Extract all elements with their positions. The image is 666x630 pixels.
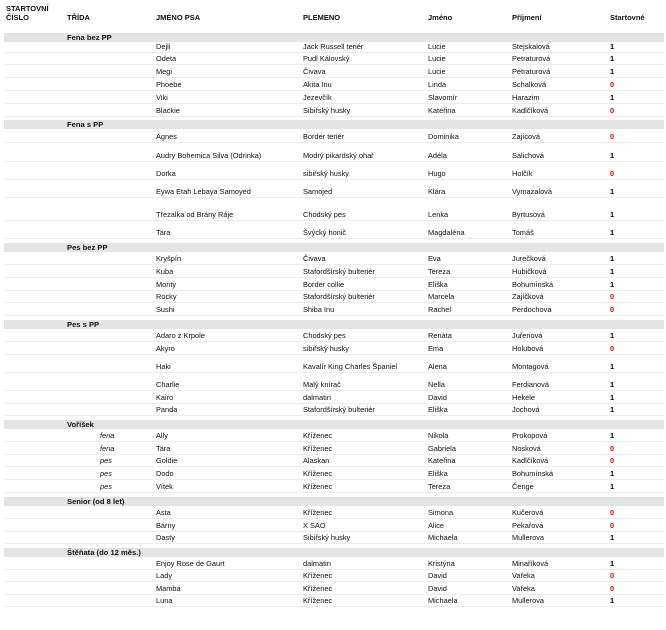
last-name-cell: Jurečková [512,254,546,263]
start-fee-cell: 1 [610,67,615,76]
first-name-cell: Michaela [428,533,458,542]
row-divider [4,290,664,291]
last-name-cell: Hekele [512,393,536,402]
dog-name-cell: Dodo [156,469,174,478]
last-name-cell: Pekařová [512,521,544,530]
category-row [4,548,664,557]
start-fee-cell: 1 [610,254,615,263]
dog-name-cell: Sushi [156,305,175,314]
category-row [4,320,664,329]
last-name-cell: Nosková [512,444,541,453]
category-row [4,120,664,129]
last-name-cell: Salichová [512,151,545,160]
breed-cell: Jack Russell teriér [303,42,364,51]
last-name-cell: Bohumínská [512,280,554,289]
table-row [4,67,664,76]
row-divider [4,77,664,78]
dog-name-cell: Vítek [156,482,173,491]
first-name-cell: Gabriela [428,444,456,453]
table-row [4,280,664,289]
dog-name-cell: Rocky [156,292,177,301]
first-name-cell: Simona [428,508,454,517]
dog-name-cell: Odeta [156,54,177,63]
breed-cell: Kříženec [303,584,333,593]
breed-cell: Kříženec [303,431,333,440]
start-fee-cell: 1 [610,151,615,160]
start-fee-cell: 0 [610,305,615,314]
table-row [4,331,664,340]
table-row [4,405,664,414]
last-name-cell: Juřenová [512,331,543,340]
first-name-cell: Slavomír [428,93,458,102]
first-name-cell: Nikola [428,431,449,440]
table-row [4,267,664,276]
table-row [4,305,664,314]
category-row [4,497,664,506]
breed-cell: Stafordšírský bulteriér [303,267,375,276]
first-name-cell: David [428,393,447,402]
last-name-cell: Byrtusová [512,210,545,219]
start-fee-cell: 1 [610,267,615,276]
first-name-cell: Eliška [428,280,448,289]
first-name-cell: Rachel [428,305,452,314]
first-name-cell: Adéla [428,151,447,160]
row-divider [4,315,664,316]
header-class: TŘÍDA [67,13,90,22]
class-sub-cell: fena [100,444,115,453]
first-name-cell: Tereza [428,267,451,276]
breed-cell: Čivava [303,254,326,263]
header-last-name: Příjmení [512,13,542,22]
row-divider [4,606,664,607]
start-fee-cell: 1 [610,533,615,542]
header-dog-name: JMÉNO PSA [156,13,201,22]
breed-cell: Border teriér [303,132,345,141]
first-name-cell: Hugo [428,169,446,178]
dog-name-cell: Adaro z Krpole [156,331,205,340]
start-fee-cell: 1 [610,362,615,371]
last-name-cell: Tomáš [512,228,534,237]
start-fee-cell: 1 [610,469,615,478]
dog-name-cell: Třezalka od Brány Ráje [156,210,234,219]
row-divider [4,179,664,180]
last-name-cell: Prokopová [512,431,548,440]
dog-name-cell: Asta [156,508,171,517]
row-divider [4,518,664,519]
breed-cell: Kříženec [303,469,333,478]
header-started: Startovné [610,13,645,22]
table-row [4,380,664,389]
first-name-cell: Lucie [428,54,446,63]
table-row [4,431,664,440]
row-divider [4,220,664,221]
first-name-cell: Tereza [428,482,451,491]
category-row [4,420,664,429]
start-fee-cell: 1 [610,210,615,219]
table-row [4,344,664,353]
start-fee-cell: 1 [610,380,615,389]
first-name-cell: Eva [428,254,441,263]
start-fee-cell: 0 [610,521,615,530]
row-divider [4,64,664,65]
breed-cell: Kavalír King Charles Španiel [303,362,398,371]
start-fee-cell: 0 [610,80,615,89]
breed-cell: Stafordšírský bulteriér [303,405,375,414]
start-fee-cell: 1 [610,405,615,414]
dog-name-cell: Viki [156,93,168,102]
last-name-cell: Vymazalová [512,187,552,196]
last-name-cell: Jochová [512,405,540,414]
dog-name-cell: Akyro [156,344,175,353]
category-title: Fena s PP [67,120,104,129]
start-fee-cell: 1 [610,42,615,51]
dog-name-cell: Tara [156,444,171,453]
table-row [4,444,664,453]
first-name-cell: David [428,584,447,593]
start-fee-cell: 1 [610,280,615,289]
start-fee-cell: 0 [610,292,615,301]
first-name-cell: Alice [428,521,445,530]
first-name-cell: Nella [428,380,445,389]
dog-name-cell: Agnes [156,132,177,141]
dog-name-cell: Kairo [156,393,174,402]
first-name-cell: Lenka [428,210,449,219]
table-row [4,151,664,160]
row-divider [4,441,664,442]
start-fee-cell: 1 [610,559,615,568]
first-name-cell: Michaela [428,596,458,605]
breed-cell: X SAO [303,521,326,530]
first-name-cell: Marcela [428,292,455,301]
last-name-cell: Holubová [512,344,544,353]
start-fee-cell: 0 [610,344,615,353]
row-divider [4,103,664,104]
breed-cell: Modrý pikardský ohař [303,151,374,160]
last-name-cell: Zajíčková [512,292,544,301]
row-divider [4,543,664,544]
last-name-cell: Schalková [512,80,547,89]
dog-name-cell: Monty [156,280,177,289]
category-title: Pes bez PP [67,243,108,252]
breed-cell: Samojed [303,187,333,196]
first-name-cell: Eliška [428,405,448,414]
start-fee-cell: 1 [610,482,615,491]
table-row [4,106,664,115]
breed-cell: dalmatin [303,559,331,568]
header-start-number: STARTOVNÍ ČÍSLO [6,4,49,22]
row-divider [4,466,664,467]
dog-name-cell: Enjoy Rose de Gaurt [156,559,225,568]
last-name-cell: Zajícová [512,132,540,141]
table-row [4,169,664,178]
dog-name-cell: Phoebe [156,80,182,89]
last-name-cell: Bohumínská [512,469,554,478]
table-row [4,187,664,196]
table-row [4,42,664,51]
table-row [4,469,664,478]
last-name-cell: Vařeka [512,584,535,593]
breed-cell: Alaskan [303,456,330,465]
last-name-cell: Harazim [512,93,540,102]
row-divider [4,581,664,582]
start-fee-cell: 1 [610,431,615,440]
class-sub-cell: pes [100,482,112,491]
row-divider [4,492,664,493]
start-fee-cell: 1 [610,228,615,237]
row-divider [4,354,664,355]
breed-cell: Chodský pes [303,331,346,340]
breed-cell: Malý knírač [303,380,341,389]
breed-cell: Jezevčík [303,93,332,102]
table-row [4,559,664,568]
dog-name-cell: Mamba [156,584,181,593]
last-name-cell: Minaříková [512,559,549,568]
table-row [4,80,664,89]
last-name-cell: Ferdianová [512,380,549,389]
row-divider [4,341,664,342]
last-name-cell: Kučerová [512,508,544,517]
last-name-cell: Mullerova [512,596,545,605]
table-row [4,228,664,237]
header-breed: PLEMENO [303,13,341,22]
dog-name-cell: Eywa Etah Lebaya Samoyed [156,187,251,196]
start-fee-cell: 1 [610,187,615,196]
row-divider [4,372,664,373]
first-name-cell: Lucie [428,42,446,51]
last-name-cell: Hubičková [512,267,547,276]
table-row [4,54,664,63]
last-name-cell: Holčík [512,169,533,178]
row-divider [4,116,664,117]
breed-cell: Švýcký honič [303,228,347,237]
first-name-cell: Kristýna [428,559,455,568]
category-row [4,33,664,42]
start-fee-cell: 1 [610,596,615,605]
dog-name-cell: Blackie [156,106,180,115]
breed-cell: Chodský pes [303,210,346,219]
breed-cell: Čivava [303,67,326,76]
breed-cell: Shiba Inu [303,305,335,314]
breed-cell: Kříženec [303,444,333,453]
breed-cell: Pudl Kálovský [303,54,350,63]
start-fee-cell: 1 [610,93,615,102]
breed-cell: Kříženec [303,482,333,491]
first-name-cell: Klára [428,187,446,196]
class-sub-cell: pes [100,469,112,478]
last-name-cell: Kadlčíková [512,456,549,465]
row-divider [4,52,664,53]
table-row [4,508,664,517]
first-name-cell: Linda [428,80,447,89]
dog-name-cell: Ally [156,431,168,440]
start-fee-cell: 1 [610,331,615,340]
last-name-cell: Perdochova [512,305,552,314]
table-row [4,571,664,580]
start-fee-cell: 1 [610,393,615,402]
table-row [4,521,664,530]
start-fee-cell: 0 [610,169,615,178]
last-name-cell: Petraturová [512,67,551,76]
last-name-cell: Stejskalová [512,42,550,51]
dog-name-cell: Megi [156,67,173,76]
table-row [4,93,664,102]
category-title: Štěňata (do 12 měs.) [67,548,141,557]
class-sub-cell: fena [100,431,115,440]
first-name-cell: Kateřina [428,456,456,465]
table-header [0,0,666,34]
first-name-cell: David [428,571,447,580]
first-name-cell: Renáta [428,331,452,340]
dog-name-cell: Luna [156,596,173,605]
table-row [4,362,664,371]
row-divider [4,403,664,404]
first-name-cell: Alena [428,362,447,371]
row-divider [4,277,664,278]
breed-cell: Kříženec [303,508,333,517]
last-name-cell: Vařeka [512,571,535,580]
row-divider [4,161,664,162]
breed-cell: Stafordšírský bulteriér [303,292,375,301]
start-fee-cell: 0 [610,444,615,453]
row-divider [4,594,664,595]
last-name-cell: Čenge [512,482,534,491]
start-fee-cell: 0 [610,106,615,115]
dog-name-cell: Kryšpín [156,254,182,263]
dog-name-cell: Charlie [156,380,180,389]
row-divider [4,264,664,265]
dog-name-cell: Kuba [156,267,174,276]
table-row [4,393,664,402]
table-row [4,210,664,219]
table-row [4,456,664,465]
dog-name-cell: Dejli [156,42,171,51]
breed-cell: Akita Inu [303,80,332,89]
dog-name-cell: Dorka [156,169,176,178]
last-name-cell: Kadlčíková [512,106,549,115]
table-row [4,482,664,491]
last-name-cell: Petraturová [512,54,551,63]
dog-name-cell: Haki [156,362,171,371]
breed-cell: dalmatin [303,393,331,402]
last-name-cell: Mullerova [512,533,545,542]
dog-name-cell: Goldie [156,456,178,465]
start-fee-cell: 1 [610,54,615,63]
dog-name-cell: Lady [156,571,173,580]
dog-name-cell: Panda [156,405,178,414]
first-name-cell: Lucie [428,67,446,76]
class-sub-cell: pes [100,456,112,465]
breed-cell: sibiřský husky [303,169,349,178]
table-row [4,533,664,542]
header-first-name: Jméno [428,13,453,22]
row-divider [4,454,664,455]
category-title: Senior (od 8 let) [67,497,125,506]
category-row [4,243,664,252]
breed-cell: Kříženec [303,596,333,605]
row-divider [4,197,664,198]
row-divider [4,302,664,303]
category-title: Voříšek [67,420,94,429]
row-divider [4,569,664,570]
table-row [4,584,664,593]
breed-cell: Sibiřský husky [303,533,351,542]
start-fee-cell: 0 [610,584,615,593]
dog-name-cell: Bárny [156,521,176,530]
row-divider [4,531,664,532]
row-divider [4,479,664,480]
row-divider [4,142,664,143]
breed-cell: Border collie [303,280,345,289]
breed-cell: Kříženec [303,571,333,580]
row-divider [4,238,664,239]
start-fee-cell: 0 [610,571,615,580]
start-fee-cell: 0 [610,508,615,517]
breed-cell: Sibiřský husky [303,106,351,115]
category-title: Pes s PP [67,320,100,329]
last-name-cell: Montagová [512,362,549,371]
start-fee-cell: 0 [610,132,615,141]
first-name-cell: Kateřina [428,106,456,115]
first-name-cell: Ema [428,344,444,353]
table-row [4,254,664,263]
start-fee-cell: 0 [610,456,615,465]
first-name-cell: Eliška [428,469,448,478]
row-divider [4,90,664,91]
row-divider [4,415,664,416]
dog-name-cell: Tara [156,228,171,237]
table-row [4,292,664,301]
breed-cell: sibiřský husky [303,344,349,353]
row-divider [4,390,664,391]
table-row [4,132,664,141]
dog-name-cell: Dasty [156,533,175,542]
category-title: Fena bez PP [67,33,112,42]
first-name-cell: Magdaléna [428,228,465,237]
table-row [4,596,664,605]
first-name-cell: Dominika [428,132,459,141]
dog-name-cell: Audry Bohemica Silva (Odrinka) [156,151,262,160]
